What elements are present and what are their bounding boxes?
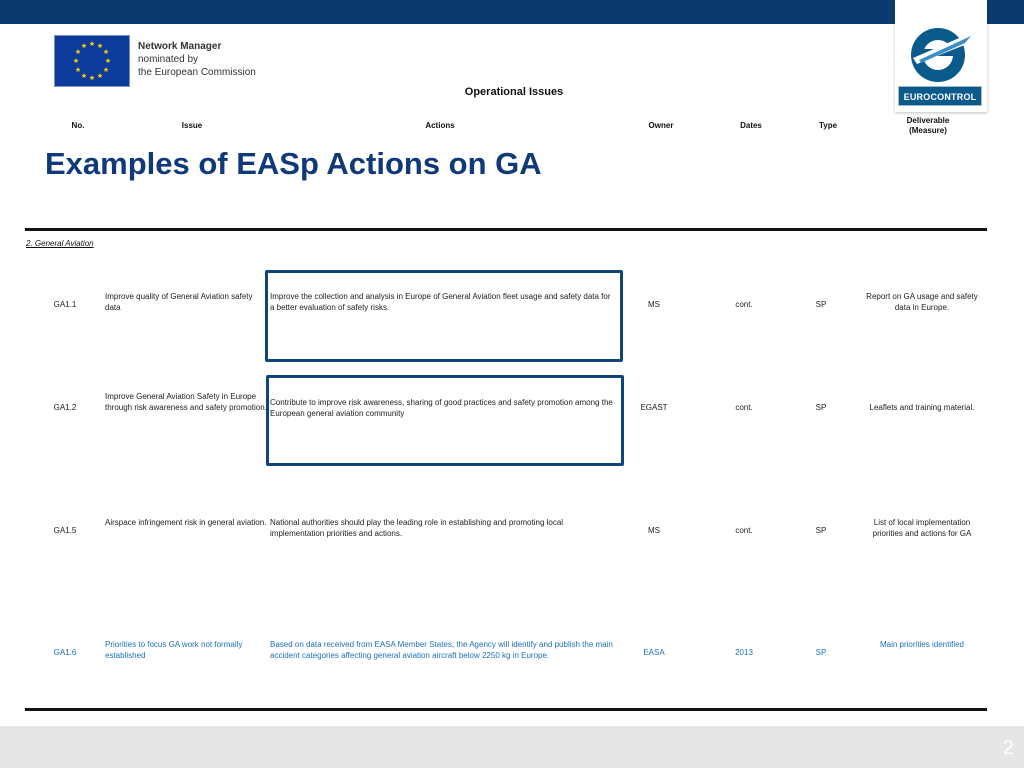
row-action: Improve the collection and analysis in Europe of General Aviation fleet usage and safety data for a better evaluation of safety risks. (270, 292, 611, 312)
row-dates: 2013 (735, 647, 753, 657)
column-header-owner: Owner (648, 121, 674, 130)
page-title: Examples of EASp Actions on GA (45, 146, 542, 181)
table-row (0, 640, 1024, 666)
bottom-divider (25, 708, 987, 711)
row-deliverable: List of local implementation priorities and actions for GA (872, 518, 972, 538)
row-action: Contribute to improve risk awareness, sharing of good practices and safety promotion among the European general aviation community (270, 398, 613, 418)
deliverable-label: Deliverable (906, 116, 950, 125)
row-owner: MS (648, 299, 660, 309)
svg-text:★: ★ (74, 48, 82, 56)
svg-text:★: ★ (88, 74, 96, 82)
svg-text:★: ★ (88, 40, 96, 48)
network-manager-text: Network Manager (138, 41, 222, 52)
column-header-no: No. (71, 121, 85, 130)
row-number: GA1.2 (53, 402, 77, 412)
row-deliverable: Leaflets and training material. (869, 403, 975, 412)
row-type: SP (815, 402, 827, 412)
row-issue: Airspace infringement risk in general aviation. (105, 518, 267, 527)
row-owner: EASA (643, 647, 665, 657)
svg-text:★: ★ (74, 66, 82, 74)
row-dates: cont. (735, 402, 753, 412)
column-header-issue: Issue (181, 121, 203, 130)
column-header-deliverable (886, 116, 970, 136)
row-type: SP (815, 525, 827, 535)
eurocontrol-emblem-icon (905, 22, 977, 84)
svg-text:★: ★ (72, 57, 80, 65)
svg-text:★: ★ (104, 57, 112, 65)
column-header-actions: Actions (425, 121, 455, 130)
row-deliverable: Report on GA usage and safety data in Europe. (866, 292, 978, 312)
footer-bar (0, 726, 1024, 768)
row-dates: cont. (735, 299, 753, 309)
row-owner: EGAST (640, 402, 668, 412)
eu-stars-icon (55, 36, 129, 86)
row-type: SP (815, 299, 827, 309)
operational-issues-heading: Operational Issues (464, 86, 564, 98)
eurocontrol-logo (895, 0, 987, 112)
row-number: GA1.1 (53, 299, 77, 309)
row-owner: MS (648, 525, 660, 535)
svg-text:★: ★ (96, 72, 104, 80)
row-action: National authorities should play the leading role in establishing and promoting local implementation priorities and actions. (270, 518, 564, 538)
nominated-by-text: nominated by (138, 54, 199, 65)
top-divider (25, 228, 987, 231)
svg-text:★: ★ (80, 42, 88, 50)
measure-label: (Measure) (909, 126, 947, 135)
column-header-dates: Dates (740, 121, 762, 130)
european-commission-text: the European Commission (138, 67, 256, 78)
row-number: GA1.6 (53, 647, 77, 657)
section-label: 2. General Aviation (26, 239, 94, 248)
row-number: GA1.5 (53, 525, 77, 535)
column-header-type: Type (818, 121, 838, 130)
page-number: 2 (1002, 737, 1014, 759)
row-deliverable: Main priorities identified (879, 640, 965, 649)
svg-text:★: ★ (102, 66, 110, 74)
action-highlight-box (266, 375, 624, 466)
row-issue: Improve quality of General Aviation safety data (105, 292, 253, 312)
action-highlight-box (265, 270, 623, 362)
row-issue: Priorities to focus GA work not formally established (105, 640, 243, 660)
network-manager-logo (54, 35, 264, 87)
row-dates: cont. (735, 525, 753, 535)
svg-text:★: ★ (96, 42, 104, 50)
table-row (0, 518, 1024, 544)
row-issue: Improve General Aviation Safety in Europe through risk awareness and safety promotion. (105, 392, 267, 412)
svg-text:★: ★ (102, 48, 110, 56)
svg-text:★: ★ (80, 72, 88, 80)
row-type: SP (815, 647, 827, 657)
eurocontrol-label: EUROCONTROL (898, 86, 982, 106)
row-action: Based on data received from EASA Member States, the Agency will identify and publish the main accident categories affecting general aviation aircraft below 2250 kg in Europe. (270, 640, 613, 660)
eu-flag-icon (54, 35, 130, 87)
top-bar (0, 0, 1024, 24)
